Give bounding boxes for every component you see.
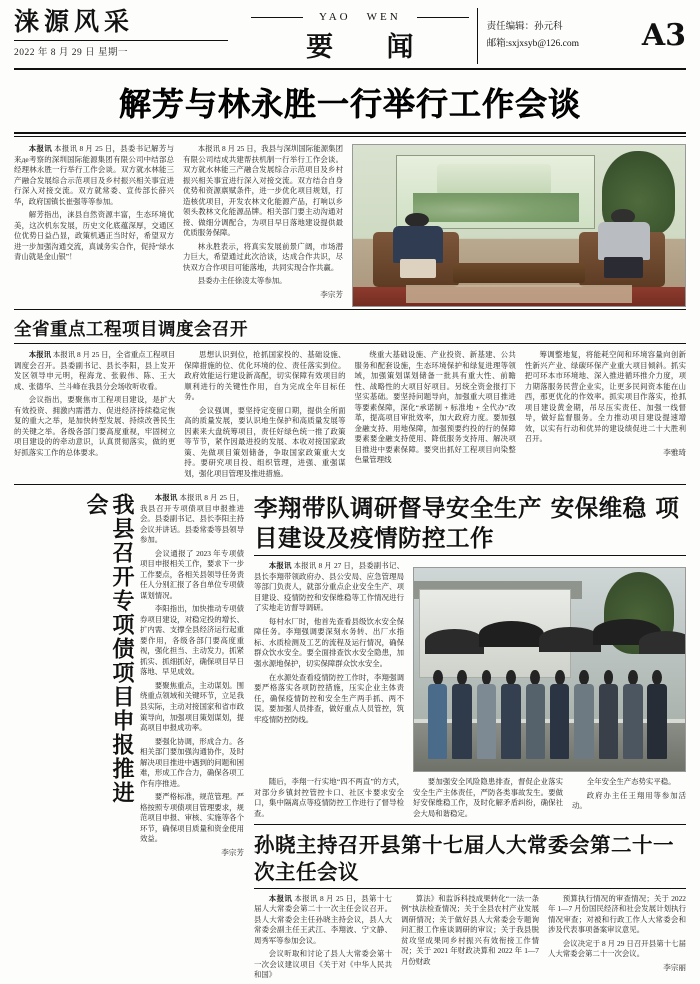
story3-p1: 本报讯 8 月 25 日，我县召开专项债项目申报推进会。县委副书记、县长李阳主持会议并讲话。县委常委等县领导参加。: [140, 493, 244, 545]
section-pinyin: [251, 11, 469, 23]
story5-headline: 孙晓主持召开县第十七届人大常委会第二十一次主任会议: [254, 833, 674, 885]
story2-col2-p1: 思想认识到位，抢抓国家投的、基础设施、保障措施的位、优化环境的位、责任落实到位。政府效能运行建设新高配，切实保障有效项目的顺利进行的关键性作用，自为完成全年目标任务。: [184, 350, 346, 402]
lower-section: [14, 493, 686, 984]
photo2-person: [476, 670, 496, 759]
umbrella-2: [479, 621, 544, 647]
masthead-credits: [487, 19, 636, 52]
photo1-person-right: [595, 209, 651, 277]
story4-photo-wrap: [413, 561, 686, 772]
story1-rule-thick: [14, 132, 686, 134]
paper-name: 涞源风采: [14, 7, 135, 36]
story5-p2: 会议听取和讨论了县人大常委会第十一次会议建议项目《关于对《中华人民共和国》: [254, 949, 392, 980]
photo2-person: [428, 670, 448, 759]
story3-byline: 李宗芳: [221, 847, 244, 857]
story1-column-2: [183, 144, 343, 307]
story2-col2-p2: 会议强调，要坚持定变留口期，提供全所面高的质量发展，要认识地生保护和高质量发展等因素来大盘统筹项目，责任好绿色统一推了政策等节节，紧作因最进投的发展、本收对接国家政策、先做项目策划储备，争取国家政策重大支持。要研究项目投、组织管理，进强、重强谋划，强化项目管理及推进措施。: [184, 405, 346, 478]
story2-column-1: [14, 350, 175, 482]
story1-body: [14, 144, 686, 307]
story3-p4: 要聚焦重点，主动谋划。围绕重点领域和关键环节，立足我县实际，主动对接国家和省市政策导向，加强项目策划谋划，提高项目申报成功率。: [140, 680, 244, 733]
story2-column-2: [184, 350, 345, 482]
story4-lower: [254, 777, 686, 822]
story1-dateline: 本报讯: [28, 144, 52, 153]
photo2-person: [501, 670, 521, 759]
story5-dateline: 本报讯: [268, 893, 293, 903]
story4-p5: 要加强安全风险隐患排查，督促企业落实安全生产主体责任，严防各类事故发生。要做好安保维稳工作，及时化解矛盾纠纷，确保社会大局和谐稳定。: [413, 777, 563, 818]
story4-p6: 全年安全生产态势实平稳。: [586, 777, 676, 787]
photo1-rug: [406, 285, 632, 303]
section-title: 要 闻: [306, 32, 436, 63]
story1-col2-p1: 本报讯 8 月 25 日，我县与深圳国际能源集团有限公司结成共建帮扶机制一行举行工作会谈。双方就水林能三产融合发展综合示范项目及乡村振兴相关事宜进行深入对接交流。双方结合自身优势和资源禀赋条件，进一步优化项目规划，打造核优项目，开发农林文化能源产品，打响以乡领头教林文化能源品牌。相关部门要主动沟通对接、做细分调配合，为项目早日落地建设提供最优质服务保障。: [183, 144, 343, 238]
story4-p2: 每村水厂时，他首先查看县级饮水安全保障任务。李翔强调要深刻水务转、出厂水指标、水质检测及工艺的流程及运行情况，确保群众饮水安全。要全面排查饮水安全隐患，加强水源地保护，切实保障群众饮水安全。: [254, 616, 404, 668]
story1-photo-wrap: [352, 144, 686, 307]
story3-dateline: 本报讯: [154, 493, 178, 503]
story2-dateline: 本报讯: [28, 350, 52, 359]
masthead-left: [14, 8, 243, 64]
story2-col4-p1: 筹调整地复，将能耗空间和环境容量向创新性新兴产业、绿碳环保产业重大项目倾斜。抓实把可环本市环境地、深入推进循环推介力度，项力期落服务民营企业实，让更多民间资本能在山西，那更优化的作效率。抓实项目作落实，抢抓项目建设黄金期，吊尽压实责任、加强一线督导，做好监督服务。全力推动项目建设提速增效，以实有行动和优异的建设绩促进二十大胜利召开。: [524, 350, 686, 444]
story3-p6: 要严格标准，规范管理。严格按照专项债项目管理要求，规范项目申报、审核、实施等各个环节，确保项目质量和资金使用效益。: [140, 792, 244, 844]
story4-headline: 李翔带队调研督导安全生产 安保维稳 项目建设及疫情防控工作: [254, 494, 680, 553]
photo2-person: [452, 670, 472, 759]
story2-top-rule: [14, 309, 686, 310]
story3-block: [14, 493, 244, 984]
story2-byline: 李雅琦: [663, 447, 686, 457]
story5-p1: 本报讯 8 月 25 日，县第十七届人大常委会第二十一次主任会议召开。县人大常委会主任孙晓主持会议，县人大常委会副主任王武江、李翔波、宁文静、周秀军等参加会议。: [254, 893, 392, 945]
story2-col1-p2: 会议指出，要聚焦市工程项目建设，是扩大有效投资、拥激内需潜力、促进经济持续稳定恢复的重大之举，是加快转型发展、持续改善民生的关键之举。各级各部门要高度重视，牢固树立项目建设的的牵动意识，认真贯彻落实，做的更好抓落实工作的总体要求。: [14, 395, 176, 457]
story4-p4: 随后，李翔一行实地“四不两直”的方式，对部分乡镇封控管控卡口、社区卡要求安全口，集中隔离点等疫情防控工作进行了督导检查。: [254, 777, 404, 818]
story5-byline: 李宗丽: [663, 962, 686, 972]
story4-column-1: [254, 561, 404, 772]
photo2-person: [623, 670, 643, 759]
umbrella-3: [539, 627, 601, 651]
photo1-person-left: [390, 213, 446, 277]
mail-line: 邮箱:sxjxsyb@126.com: [486, 39, 580, 49]
story2-col3-p1: 绕重大基础设施、产业投资、新基建、公共服务和配套设施，生态环境保护和绿复进理等领域，加强策划谋划储备一批具有重大性、前瞻性、战略性的大项目好项目。另统全资金报打下坚实基础。要坚持问题导向，加强重大项目推进等要素保障，深化“承诺制 + 标准地 + 全代办”改革，提高项目审批效率，加大政府力度。要加强金融支持、用地保障，加强预要约投的行的保障要素要金融支持使用、降低服务支持用、解决项目推进中要素保障。要突出抓好工程项目向染整色量管理线: [354, 350, 516, 465]
lower-right-block: [254, 493, 686, 984]
umbrella-5: [639, 631, 686, 653]
story4-upper: [254, 561, 686, 772]
story5-top-rule: [254, 824, 686, 825]
story4-column-2: [254, 777, 404, 822]
pinyin-yao: YAO: [318, 11, 351, 23]
masthead: [14, 8, 686, 70]
photo2-person: [525, 670, 545, 759]
story2-column-3: [355, 350, 516, 482]
story3-column-1: [140, 493, 244, 984]
story1-col2-p3: 县委办主任徐凌太等参加。: [197, 276, 287, 286]
story4-headline-rule: [254, 555, 686, 556]
story5-column-2: [401, 894, 539, 984]
story4-column-4: [572, 777, 686, 822]
story1-column-1: [14, 144, 174, 307]
masthead-center: [243, 8, 477, 64]
story1-col2-p2: 林永胜表示，将真实发展前景广阔，市场潜力巨大，希望通过此次洽谈，达成合作共识，尽快双方合作项目可能落地，共同实现合作共赢。: [183, 241, 343, 272]
editor-line: 责任编辑：孙元科: [486, 22, 563, 33]
masthead-right: [477, 8, 686, 64]
story4-p3: 在水源处查看疫情防控工作时，李翔强调要严格落实各项防控措施，压实企业主体责任，确保疫情防控和安全生产两手抓、两不误。要加强人员排查，做好重点人员管控，筑牢疫情防控防线。: [254, 672, 404, 724]
pinyin-rule-left: [251, 17, 303, 18]
photo2-person: [550, 670, 570, 759]
story5-column-3: [548, 894, 686, 984]
story5-column-1: [254, 894, 392, 984]
pinyin-rule-right: [417, 17, 469, 18]
pinyin-wen: WEN: [366, 11, 401, 23]
story4-p1: 本报讯 8 月 27 日，县委副书记、县长李翔带领政府办、县公安局、应急管理局等部门负责人，就部分重点企业安全生产、项目建设、疫情防控和安保维稳等工作情况进行了实地走访督导调研。: [254, 561, 404, 613]
lower-top-rule: [14, 484, 686, 485]
story4-dateline: 本报讯: [268, 561, 292, 571]
story5-p5: 会议决定于 8 月 29 日召开县第十七届人大常委会第二十一次会议。: [548, 938, 686, 959]
story5-p3: 算法》和监诉科技成果转化“一法一条例”执法检查情况；关于全县农村产业发展调研情况；关于做好县人大常委会专题询问汇报工作座谈调研的审议；关于我县脱贫攻坚成果同乡村振兴有效衔接工作情况；关于 2021 年财政决算和 2022 年 1—7 月份财政: [401, 893, 539, 966]
story1-byline: 李宗芳: [320, 289, 343, 299]
story5-headline-rule: [254, 888, 686, 889]
story3-p3: 李阳指出，加快推动专项债券项目建设，对稳定投的增长、扩内需、支撑全县经济运行起重要作用，各级各部门要高度重视，强化担当、主动发力，抓紧抓实、抓细抓好，确保项目早日落地、早见成效。: [140, 604, 244, 677]
story3-p2: 会议通报了 2023 年专项债项目申报相关工作，要求下一步工作要点，各相关县领导任务责任人分别汇报了各自单位专项债谋划情况。: [140, 548, 244, 600]
story3-p5: 要强化协调，形成合力。各相关部门要加强沟通协作，及时解决项目推进中遇到的问题和困难，形成工作合力，确保各项工作有序推进。: [140, 736, 244, 788]
meeting-photo: [352, 144, 686, 307]
page-number: A3: [641, 18, 686, 53]
photo2-person: [598, 670, 618, 759]
story1-rule-thin: [14, 136, 686, 137]
story2-headline: 全省重点工程项目调度会召开: [14, 320, 248, 340]
story1-col1-p2: 解芳指出，涞县自然资源丰富，生态环境优美，这次机东发展，历史文化底蕴深厚，交通区位优势日益凸显，政策机遇正当时好，希望双方进一步加强沟通交流，真诚务实合作，促持“绿水青山就是金山银”！: [14, 210, 174, 262]
story2-col1-p1: 本报讯 8 月 25 日，全省重点工程项目调度会召开。县委副书记、县长李阳，县上发开发区领导申元明，程海龙、张毅伟、陈、王大成、张德华、兰斗峰在我县分会场收听收看。: [14, 350, 176, 391]
story2-column-4: [525, 350, 686, 482]
story1-col1-p1: 本报讯 8 月 25 日，县委书记解芳与来де考察的深圳国际能源集团有限公司中结部总经理林永胜一行举行工作会谈。双方就水林能三产融合发展综合示范项目及乡村振兴相关事宜进行深入对接交流。双方就常委、宣传部长薛兴华，政府国镇长崔强等等参加。: [14, 144, 174, 206]
inspection-photo: [413, 567, 686, 772]
umbrella-1: [425, 629, 485, 653]
story2-headline-rule: [14, 343, 686, 344]
photo2-person: [574, 670, 594, 759]
photo2-person: [647, 670, 667, 759]
story2-body: [14, 350, 686, 482]
story4-p7: 政府办主任王翔用等参加活动。: [572, 790, 686, 811]
story1-headline: 解芳与林永胜一行举行工作会谈: [118, 85, 581, 123]
photo1-table: [453, 263, 586, 284]
story5-body: [254, 894, 686, 984]
masthead-divider: [14, 40, 228, 41]
story3-vertical-headline: 我县召开专项债项目申报推进会: [83, 493, 135, 806]
story5-p4: 预算执行情况的审查情况；关于 2022 年 1—7 月份国民经济和社会发展计划执行情况审查；对被和行政工作人大常委会和涉及代表事项备案审议意见。: [548, 893, 686, 935]
story4-column-3: [413, 777, 563, 822]
publication-date: 2022 年 8 月 29 日 星期一: [14, 47, 129, 58]
